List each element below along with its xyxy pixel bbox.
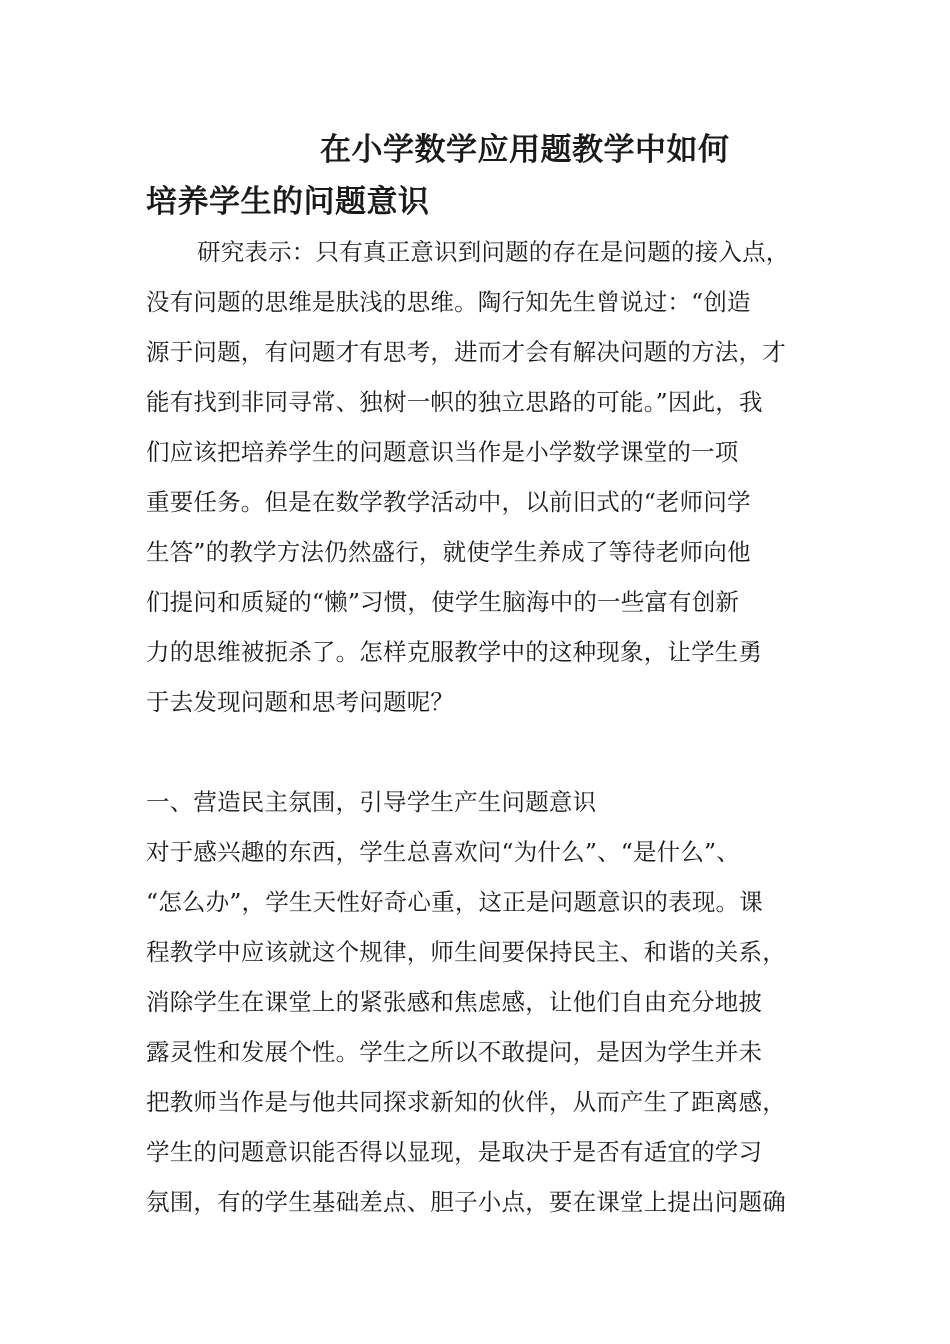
paragraph-line: 们提问和质疑的“懒”习惯，使学生脑海中的一些富有创新 <box>146 588 740 616</box>
paragraph-line: 源于问题，有问题才有思考，进而才会有解决问题的方法，才 <box>146 338 786 366</box>
paragraph-line: 没有问题的思维是肤浅的思维。陶行知先生曾说过：“创造 <box>146 288 751 316</box>
paragraph-line: 重要任务。但是在数学教学活动中，以前旧式的“老师问学 <box>146 488 751 516</box>
paragraph-line: 生答”的教学方法仍然盛行，就使学生养成了等待老师向他 <box>146 538 751 566</box>
paragraph-line: 把教师当作是与他共同探求新知的伙伴，从而产生了距离感， <box>146 1088 786 1116</box>
paragraph-line: 对于感兴趣的东西，学生总喜欢问“为什么”、“是什么”、 <box>146 838 740 866</box>
paragraph-line: 们应该把培养学生的问题意识当作是小学数学课堂的一项 <box>146 438 739 466</box>
paragraph-line: 露灵性和发展个性。学生之所以不敢提问，是因为学生并未 <box>146 1038 763 1066</box>
title-line-1: 在小学数学应用题教学中如何 <box>320 132 730 168</box>
paragraph-line: “怎么办”，学生天性好奇心重，这正是问题意识的表现。课 <box>146 888 763 916</box>
paragraph-line: 学生的问题意识能否得以显现，是取决于是否有适宜的学习 <box>146 1138 763 1166</box>
paragraph-line: 能有找到非同寻常、独树一帜的独立思路的可能。”因此，我 <box>146 388 763 416</box>
paragraph-line: 力的思维被扼杀了。怎样克服教学中的这种现象，让学生勇 <box>146 638 763 666</box>
paragraph-line: 研究表示：只有真正意识到问题的存在是问题的接入点， <box>197 238 790 266</box>
section-heading: 一、营造民主氛围，引导学生产生问题意识 <box>146 788 597 816</box>
paragraph-line: 氛围，有的学生基础差点、胆子小点，要在课堂上提出问题确 <box>146 1188 786 1216</box>
paragraph-line: 于去发现问题和思考问题呢？ <box>146 688 455 716</box>
title-line-2: 培养学生的问题意识 <box>146 184 430 220</box>
paragraph-line: 消除学生在课堂上的紧张感和焦虑感，让他们自由充分地披 <box>146 988 763 1016</box>
paragraph-line: 程教学中应该就这个规律，师生间要保持民主、和谐的关系， <box>146 938 786 966</box>
